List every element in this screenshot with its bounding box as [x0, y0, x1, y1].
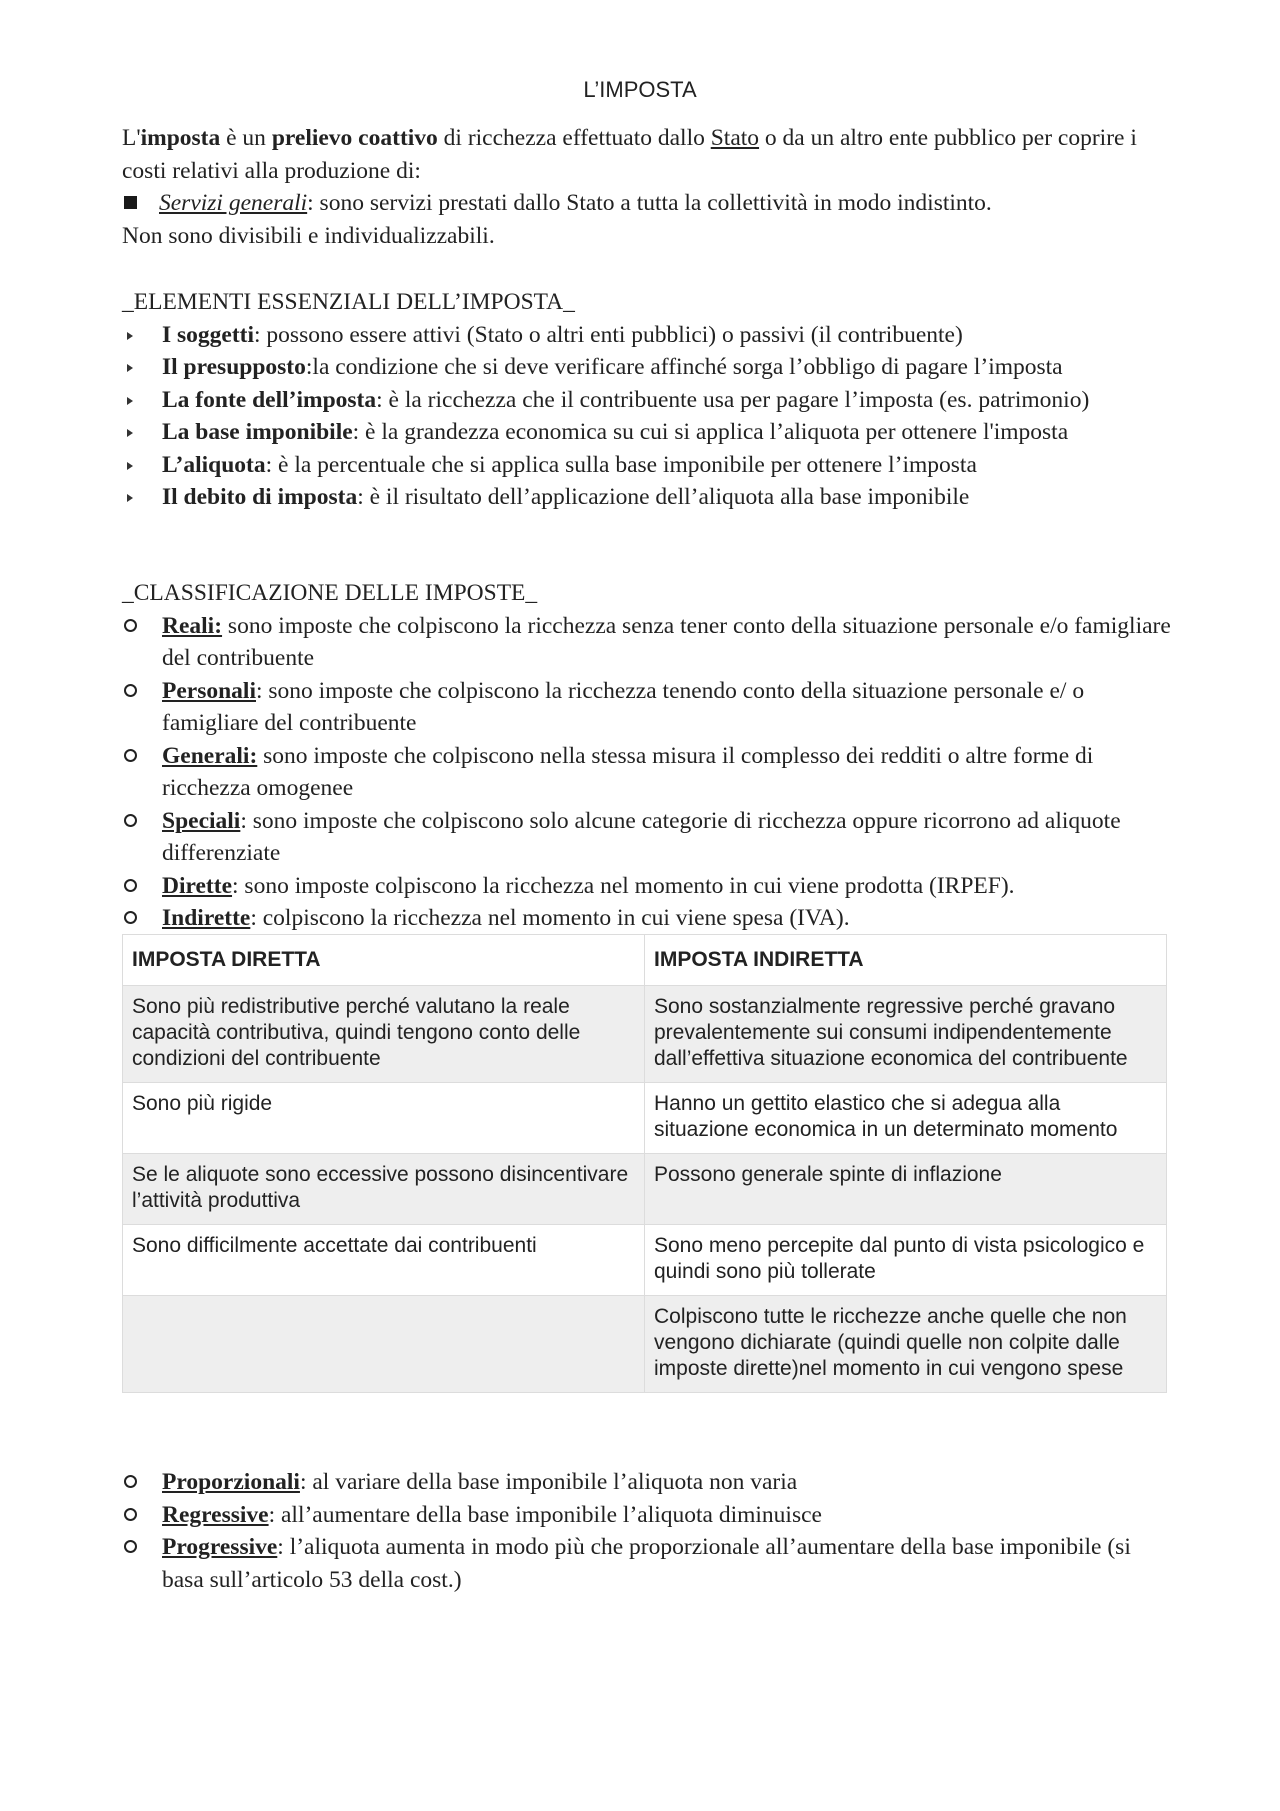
elementi-section [122, 286, 1172, 514]
table-cell: Sono sostanzialmente regressive perché gravano prevalentemente sui consumi indipendentemente dall’effettiva situazione economica del contribuente [645, 986, 1167, 1083]
circle-bullet-icon [124, 814, 137, 827]
item-text: : sono imposte che colpiscono solo alcune categorie di ricchezza oppure ricorrono ad aliquote differenziate [162, 807, 1121, 866]
triangle-bullet-icon [127, 429, 133, 437]
item-term: Dirette [162, 872, 233, 899]
item-term: Generali: [162, 742, 258, 769]
item-text: : è la ricchezza che il contribuente usa per pagare l’imposta (es. patrimonio) [376, 386, 1090, 413]
item-term: Proporzionali [162, 1469, 300, 1495]
item-term: La fonte dell’imposta [162, 386, 377, 413]
intro-section [122, 122, 1172, 252]
item-text: : è la percentuale che si applica sulla base imponibile per ottenere l’imposta [265, 451, 977, 478]
column-header-indiretta: IMPOSTA INDIRETTA [645, 935, 1167, 986]
list-item [122, 449, 1172, 482]
item-text: sono imposte che colpiscono nella stessa misura il complesso dei redditi o altre forme di ricchezza omogenee [162, 742, 1094, 801]
table-row [123, 1083, 1167, 1154]
table-cell: Sono più rigide [123, 1083, 645, 1154]
table-cell: Sono meno percepite dal punto di vista psicologico e quindi sono più tollerate [645, 1225, 1167, 1296]
item-text: : sono imposte che colpiscono la ricchezza tenendo conto della situazione personale e/ o famigliare del contribuente [162, 677, 1085, 736]
intro-paragraph [122, 122, 1172, 187]
table-cell: Hanno un gettito elastico che si adegua alla situazione economica in un determinato momento [645, 1083, 1167, 1154]
column-header-diretta: IMPOSTA DIRETTA [123, 935, 645, 986]
item-term: Indirette [162, 905, 251, 931]
circle-bullet-icon [124, 684, 137, 697]
intro-bullet [122, 187, 1172, 220]
item-term: Progressive [162, 1534, 278, 1560]
list-item [122, 1499, 1172, 1532]
intro-text: è un [220, 125, 272, 151]
elementi-list [122, 319, 1172, 514]
circle-bullet-icon [124, 879, 137, 892]
item-term: Personali [162, 677, 256, 704]
list-item [122, 416, 1172, 449]
item-text: : al variare della base imponibile l’aliquota non varia [299, 1469, 798, 1495]
triangle-bullet-icon [127, 364, 133, 372]
intro-term-prelievo: prelievo coattivo [271, 125, 438, 151]
list-item [122, 870, 1172, 903]
list-item [122, 351, 1172, 384]
classificazione-section [122, 577, 1172, 935]
intro-text: di ricchezza effettuato dallo [437, 125, 711, 151]
list-item [122, 675, 1172, 740]
item-text: : colpiscono la ricchezza nel momento in cui viene spesa (IVA). [250, 905, 850, 931]
item-text: sono imposte che colpiscono la ricchezza senza tener conto della situazione personale e/o famigliare del contribuente [162, 612, 1171, 671]
list-item [122, 481, 1172, 514]
item-term: Regressive [162, 1501, 269, 1528]
item-text: : possono essere attivi (Stato o altri enti pubblici) o passivi (il contribuente) [254, 321, 963, 348]
section-heading: _ELEMENTI ESSENZIALI DELL’IMPOSTA_ [122, 289, 575, 315]
circle-bullet-icon [124, 1540, 137, 1553]
triangle-bullet-icon [127, 462, 133, 470]
item-term: L’aliquota [162, 451, 266, 478]
circle-bullet-icon [124, 749, 137, 762]
circle-bullet-icon [124, 619, 137, 632]
circle-bullet-icon [124, 1508, 137, 1521]
square-bullet-icon [124, 196, 137, 209]
item-term: Il debito di imposta [162, 484, 358, 510]
table-row [123, 986, 1167, 1083]
item-term: Reali: [162, 612, 223, 639]
intro-term-stato: Stato [710, 125, 760, 151]
table-cell: Se le aliquote sono eccessive possono disincentivare l’attività produttiva [123, 1154, 645, 1225]
table-cell: Sono più redistributive perché valutano la reale capacità contributiva, quindi tengono conto delle condizioni del contribuente [123, 986, 645, 1083]
list-item [122, 384, 1172, 417]
circle-bullet-icon [124, 911, 137, 924]
aliquote-section [122, 1466, 1172, 1596]
table-cell: Possono generale spinte di inflazione [645, 1154, 1167, 1225]
list-item [122, 805, 1172, 870]
table-row [123, 1154, 1167, 1225]
triangle-bullet-icon [127, 494, 133, 502]
intro-text: L' [122, 125, 141, 151]
triangle-bullet-icon [127, 397, 133, 405]
bullet-term: Servizi generali [159, 190, 308, 216]
item-text: : sono imposte colpiscono la ricchezza nel momento in cui viene prodotta (IRPEF). [232, 872, 1015, 899]
table-row [123, 1225, 1167, 1296]
triangle-bullet-icon [127, 332, 133, 340]
item-term: I soggetti [162, 321, 255, 348]
intro-line: Non sono divisibili e individualizzabili. [122, 222, 495, 249]
item-term: La base imponibile [162, 419, 353, 445]
item-text: : all’aumentare della base imponibile l’aliquota diminuisce [268, 1501, 822, 1528]
table-header-row [123, 935, 1167, 986]
list-item [122, 902, 1172, 935]
aliquote-list [122, 1466, 1172, 1596]
list-item [122, 740, 1172, 805]
comparison-table [122, 934, 1167, 1393]
bullet-text: : sono servizi prestati dallo Stato a tutta la collettività in modo indistinto. [307, 190, 992, 216]
page-title: L’IMPOSTA [583, 77, 697, 102]
list-item [122, 610, 1172, 675]
section-heading: _CLASSIFICAZIONE DELLE IMPOSTE_ [122, 580, 538, 606]
list-item [122, 1531, 1172, 1596]
intro-term-imposta: imposta [140, 125, 221, 151]
item-text: : l’aliquota aumenta in modo più che proporzionale all’aumentare della base imponibile (si basa sull’articolo 53 della cost.) [162, 1534, 1131, 1593]
circle-bullet-icon [124, 1475, 137, 1488]
item-text: :la condizione che si deve verificare affinché sorga l’obbligo di pagare l’imposta [305, 354, 1063, 380]
table-cell: Sono difficilmente accettate dai contribuenti [123, 1225, 645, 1296]
list-item [122, 1466, 1172, 1499]
item-term: Il presupposto [162, 354, 306, 380]
classificazione-list [122, 610, 1172, 935]
list-item [122, 319, 1172, 352]
table-cell: Colpiscono tutte le ricchezze anche quelle che non vengono dichiarate (quindi quelle non colpite dalle imposte dirette)nel momento in cui vengono spese [645, 1296, 1167, 1393]
table-row [123, 1296, 1167, 1393]
item-term: Speciali [162, 807, 241, 834]
item-text: : è il risultato dell’applicazione dell’aliquota alla base imponibile [357, 484, 970, 510]
table-cell [123, 1296, 645, 1393]
intro-text: o da un altro ente pubblico per coprire i costi relativi alla produzione di: [122, 125, 1137, 184]
item-text: : è la grandezza economica su cui si applica l’aliquota per ottenere l'imposta [352, 419, 1069, 445]
